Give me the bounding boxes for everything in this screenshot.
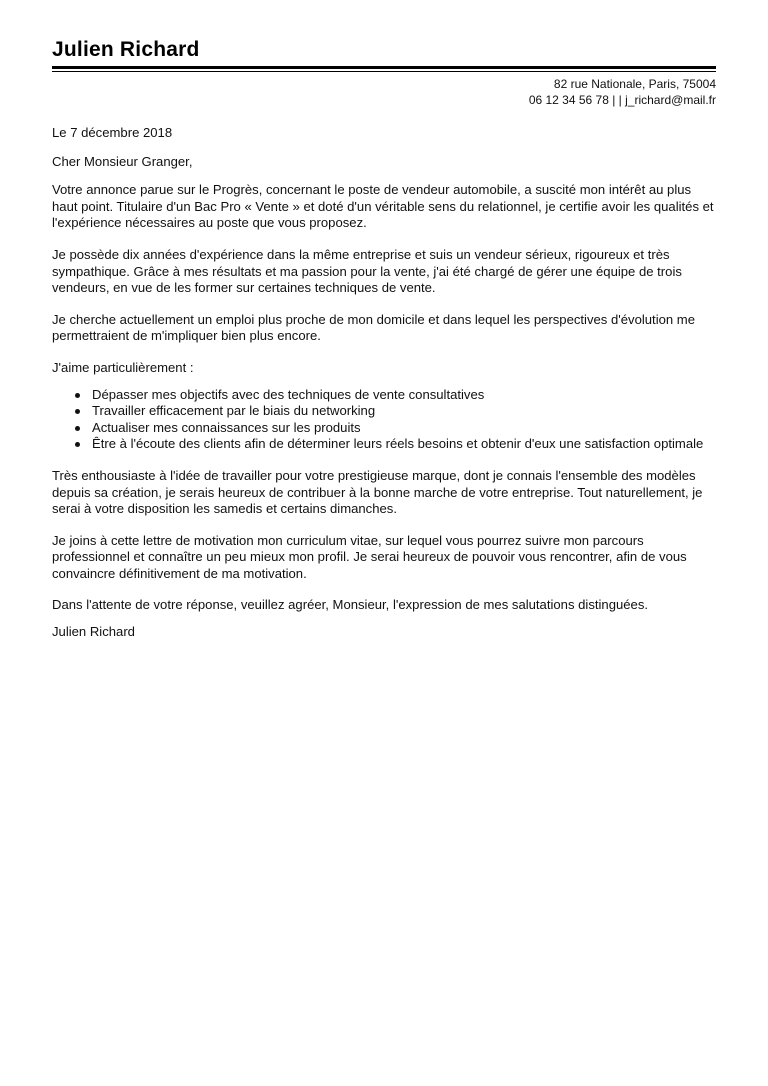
list-item: Être à l'écoute des clients afin de déterminer leurs réels besoins et obtenir d'eux une satisfaction optimale — [81, 436, 704, 453]
signature: Julien Richard — [52, 624, 135, 640]
closing-formula: Dans l'attente de votre réponse, veuillez agréer, Monsieur, l'expression de mes salutations distinguées. — [52, 597, 649, 613]
letter-body — [52, 125, 716, 641]
header-rule-thick — [52, 66, 716, 69]
sender-name: Julien Richard — [52, 38, 200, 61]
paragraph-4: Très enthousiaste à l'idée de travailler pour votre prestigieuse marque, dont je connais l'ensemble des modèles depuis sa création, je serais heureux de contribuer à la bonne marche de votre entreprise. Tout naturellement, je serai à votre disposition les samedis et certains dimanches. — [52, 467, 703, 517]
letter-salutation: Cher Monsieur Granger, — [52, 153, 193, 169]
bullet-list — [52, 387, 716, 453]
list-item: Dépasser mes objectifs avec des techniques de vente consultatives — [81, 387, 704, 404]
contact-block — [529, 76, 716, 108]
list-item: Actualiser mes connaissances sur les produits — [81, 420, 704, 437]
paragraph-5: Je joins à cette lettre de motivation mon curriculum vitae, sur lequel vous pourrez suivre mon parcours professionnel et connaître un peu mieux mon profil. Je serai heureux de pouvoir vous rencontrer, afin de vous convaincre définitivement de ma motivation. — [52, 532, 687, 581]
paragraph-2: Je possède dix années d'expérience dans la même entreprise et suis un vendeur sérieux, rigoureux et très sympathique. Grâce à mes résultats et ma passion pour la vente, j'ai été chargé de gérer une équipe de trois vendeurs, en vue de les former sur certaines techniques de vente. — [52, 246, 682, 296]
sender-address: 82 rue Nationale, Paris, 75004 — [553, 77, 716, 91]
paragraph-1: Votre annonce parue sur le Progrès, concernant le poste de vendeur automobile, a suscité mon intérêt au plus haut point. Titulaire d'un Bac Pro « Vente » et doté d'un véritable sens du relationnel, je certifie avoir les qualités et l'expérience nécessaires au poste que vous proposez. — [52, 182, 714, 231]
list-intro: J'aime particulièrement : — [52, 359, 194, 375]
header-rule-thin — [52, 71, 716, 72]
paragraph-3: Je cherche actuellement un emploi plus proche de mon domicile et dans lequel les perspectives d'évolution me permettraient de m'impliquer bien plus encore. — [52, 311, 696, 344]
list-item: Travailler efficacement par le biais du networking — [81, 403, 704, 420]
sender-phone-email: 06 12 34 56 78 | | j_richard@mail.fr — [528, 93, 716, 107]
letter-date: Le 7 décembre 2018 — [52, 125, 173, 140]
